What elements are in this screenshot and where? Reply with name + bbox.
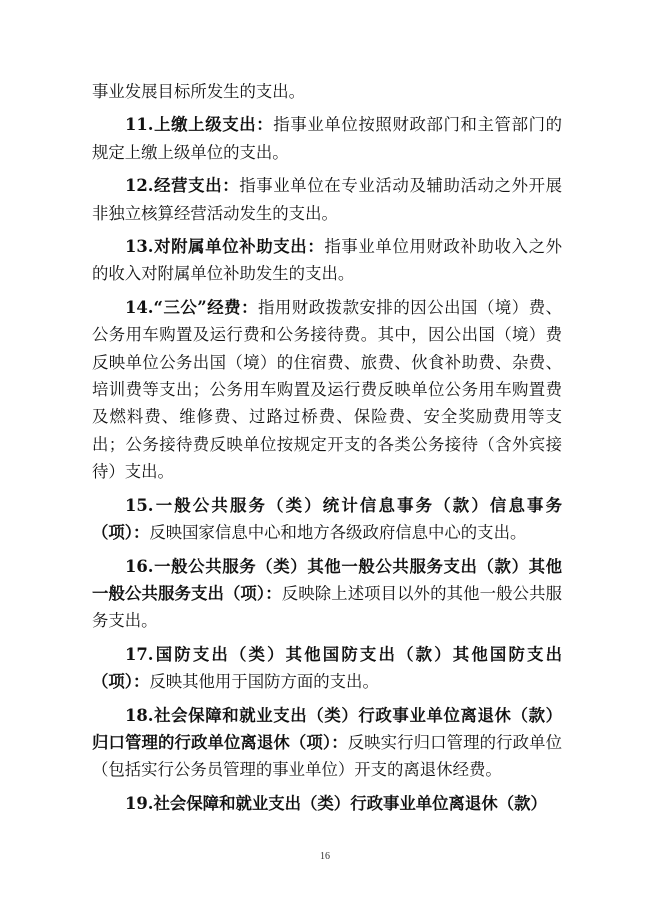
- paragraph-text: 指事业单位用财政补助收入之外的收入对附属单位补助发生的支出。: [92, 237, 563, 284]
- paragraph-item-16: [92, 553, 562, 635]
- paragraph-term: 16.一般公共服务（类）其他一般公共服务支出（款）其他一般公共服务支出（项）：: [92, 556, 562, 603]
- paragraph-text: 反映除上述项目以外的其他一般公共服务支出。: [92, 583, 562, 631]
- paragraph-text: 事业发展目标所发生的支出。: [92, 82, 306, 101]
- paragraph-item-18: [92, 702, 562, 784]
- paragraph-item-17: [92, 641, 562, 696]
- paragraph-term: 14.“三公”经费：: [125, 297, 259, 317]
- paragraph-item-11: [92, 111, 562, 166]
- paragraph-text: 反映实行归口管理的行政单位（包括实行公务员管理的事业单位）开支的离退休经费。: [92, 732, 562, 780]
- page-number: 16: [320, 851, 330, 862]
- paragraph-term: 19.社会保障和就业支出（类）行政事业单位离退休（款）: [125, 793, 547, 813]
- paragraph-text: 指用财政拨款安排的因公出国（境）费、公务用车购置及运行费和公务接待费。其中，因公出国（境）费反映单位公务出国（境）的住宿费、旅费、伙食补助费、杂费、培训费等支出；公务用车购置及运行费反映单位公务用车购置费及燃料费、维修费、过路过桥费、保险费、安全奖励费用等支出；公务接待费反映单位按规定开支的各类公务接待（含外宾接待）支出。: [92, 297, 562, 482]
- paragraph-item-19: [92, 790, 562, 817]
- document-body: [92, 78, 562, 823]
- paragraph-text: 反映其他用于国防方面的支出。: [149, 672, 379, 692]
- paragraph-term: 13.对附属单位补助支出：: [125, 237, 325, 257]
- paragraph-item-15: [92, 492, 562, 547]
- paragraph-term: 17.国防支出（类）其他国防支出（款）其他国防支出（项）：: [92, 644, 562, 692]
- paragraph-term: 11.上缴上级支出：: [125, 115, 274, 135]
- paragraph-term: 18.社会保障和就业支出（类）行政事业单位离退休（款）归口管理的行政单位离退休（项）：: [92, 705, 562, 752]
- paragraph-term: 12.经营支出：: [125, 176, 240, 196]
- paragraph-text: 指事业单位在专业活动及辅助活动之外开展非独立核算经营活动发生的支出。: [92, 176, 563, 223]
- paragraph-term: 15.一般公共服务（类）统计信息事务（款）信息事务（项）：: [92, 495, 562, 543]
- paragraph-text: 反映国家信息中心和地方各级政府信息中心的支出。: [149, 523, 527, 543]
- paragraph-item-14: [92, 294, 562, 486]
- paragraph-item-12: [92, 172, 562, 227]
- paragraph-continuation: [92, 78, 562, 105]
- paragraph-item-13: [92, 233, 562, 288]
- paragraph-text: 指事业单位按照财政部门和主管部门的规定上缴上级单位的支出。: [92, 115, 563, 162]
